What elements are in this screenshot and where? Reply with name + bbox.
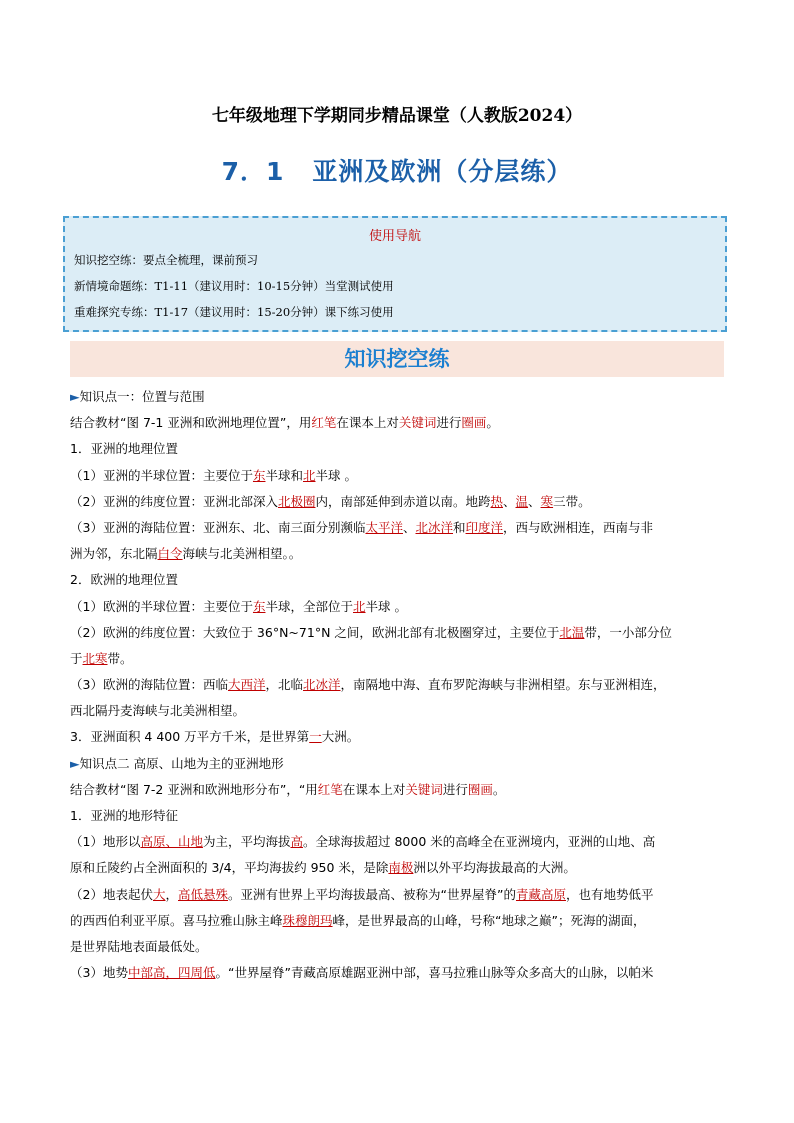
- answer-blank: 热: [490, 493, 504, 509]
- answer-blank: 北温: [559, 624, 585, 640]
- answer-blank: 中部高，四周低: [127, 965, 216, 981]
- answer-blank: 南极: [388, 860, 414, 876]
- answer-blank: 高: [290, 834, 303, 850]
- usage-guide-line: 新情境命题练：T1-11（建议用时：10-15分钟）当堂测试使用: [74, 279, 394, 293]
- answer-blank: 北冰洋: [415, 519, 454, 535]
- lesson-title: 亚洲及欧洲（分层练）: [312, 157, 573, 186]
- content-body: [70, 384, 726, 986]
- text-line: （3）亚洲的海陆位置：亚洲东、北、南三面分别濒临太平洋、北冰洋和印度洋，西与欧洲相连，西南与非: [70, 519, 654, 535]
- text-line: （1）欧洲的半球位置：主要位于东半球，全部位于北半球 。: [70, 598, 407, 614]
- text-line: （2）欧洲的纬度位置：大致位于 36°N~71°N 之间，欧洲北部有北极圈穿过，主要位于北温带，一小部分位: [70, 624, 672, 640]
- subheading: 2．欧洲的地理位置: [70, 572, 178, 588]
- text-line: 洲为邻，东北隔白令海峡与北美洲相望。。: [70, 546, 302, 562]
- knowledge-point-heading: ►知识点一：位置与范围: [70, 389, 205, 404]
- instruction-line: 结合教材“图 7-1 亚洲和欧洲地理位置”，用红笔在课本上对关键词进行圈画。: [70, 415, 499, 431]
- text-line: 原和丘陵约占全洲面积的 3/4，平均海拔约 950 米，是除南极洲以外平均海拔最高的大洲。: [70, 860, 576, 876]
- answer-blank: 北: [353, 598, 366, 614]
- answer-blank: 大: [152, 886, 166, 902]
- usage-guide-box: [63, 216, 727, 332]
- subheading: 1．亚洲的地形特征: [70, 808, 178, 823]
- subheading: 1．亚洲的地理位置: [70, 441, 178, 457]
- text-line: 于北寒带。: [70, 650, 133, 666]
- text-line: （3）欧洲的海陆位置：西临大西洋，北临北冰洋，南隔地中海、直布罗陀海峡与非洲相望。东与亚洲相连，: [70, 677, 666, 693]
- text-line: （1）亚洲的半球位置：主要位于东半球和北半球 。: [70, 467, 357, 483]
- text-line: 西北隔丹麦海峡与北美洲相望。: [70, 703, 246, 719]
- document-title: 七年级地理下学期同步精品课堂（人教版2024）: [211, 106, 583, 126]
- answer-blank: 北: [303, 467, 316, 483]
- text-line: （1）地形以高原、山地为主，平均海拔高。全球海拔超过 8000 米的高峰全在亚洲境内，亚洲的山地、高: [70, 834, 656, 850]
- usage-guide-line: 重难探究专练：T1-17（建议用时：15-20分钟）课下练习使用: [74, 305, 394, 319]
- text-line: （3）地势中部高，四周低。“世界屋脊”青藏高原雄踞亚洲中部，喜马拉雅山脉等众多高大的山脉，以帕米: [70, 965, 654, 981]
- usage-guide-line: 知识挖空练：要点全梳理，课前预习: [74, 253, 258, 267]
- answer-blank: 一: [309, 729, 322, 745]
- text-line: 是世界陆地表面最低处。: [70, 938, 208, 954]
- answer-blank: 太平洋: [365, 519, 403, 535]
- answer-blank: 北寒: [82, 650, 108, 666]
- answer-blank: 东: [252, 467, 266, 483]
- knowledge-point-heading: ►知识点二 高原、山地为主的亚洲地形: [70, 755, 284, 771]
- answer-blank: 高低悬殊: [178, 886, 229, 902]
- usage-guide-heading: 使用导航: [368, 229, 421, 244]
- answer-blank: 青藏高原: [515, 886, 566, 902]
- answer-blank: 北极圈: [277, 493, 316, 509]
- answer-blank: 印度洋: [465, 519, 504, 535]
- text-line: 的西西伯利亚平原。喜马拉雅山脉主峰珠穆朗玛峰，是世界最高的山峰，号称“地球之巅”；死海的湖面，: [70, 912, 646, 928]
- triangle-marker-icon: ►: [70, 389, 80, 404]
- answer-blank: 珠穆朗玛: [282, 912, 333, 928]
- answer-blank: 高原、山地: [140, 834, 203, 850]
- answer-blank: 北冰洋: [303, 677, 341, 693]
- text-line: 3．亚洲面积 4 400 万平方千米，是世界第一大洲。: [70, 729, 360, 745]
- answer-blank: 白令: [157, 546, 183, 562]
- answer-blank: 东: [252, 598, 266, 614]
- triangle-marker-icon: ►: [70, 755, 80, 771]
- lesson-heading: [0, 152, 794, 188]
- lesson-number: 7．1: [221, 157, 285, 186]
- instruction-line: 结合教材“图 7-2 亚洲和欧洲地形分布”，“用红笔在课本上对关键词进行圈画。: [70, 781, 506, 797]
- text-line: （2）地表起伏大，高低悬殊。亚洲有世界上平均海拔最高、被称为“世界屋脊”的青藏高原，也有地势低平: [70, 886, 654, 902]
- answer-blank: 温: [515, 493, 529, 509]
- answer-blank: 寒: [540, 493, 554, 509]
- text-line: （2）亚洲的纬度位置：亚洲北部深入北极圈内，南部延伸到赤道以南。地跨热、温、寒三带。: [70, 493, 591, 509]
- answer-blank: 大西洋: [227, 677, 266, 693]
- section-banner: 知识挖空练: [70, 341, 724, 377]
